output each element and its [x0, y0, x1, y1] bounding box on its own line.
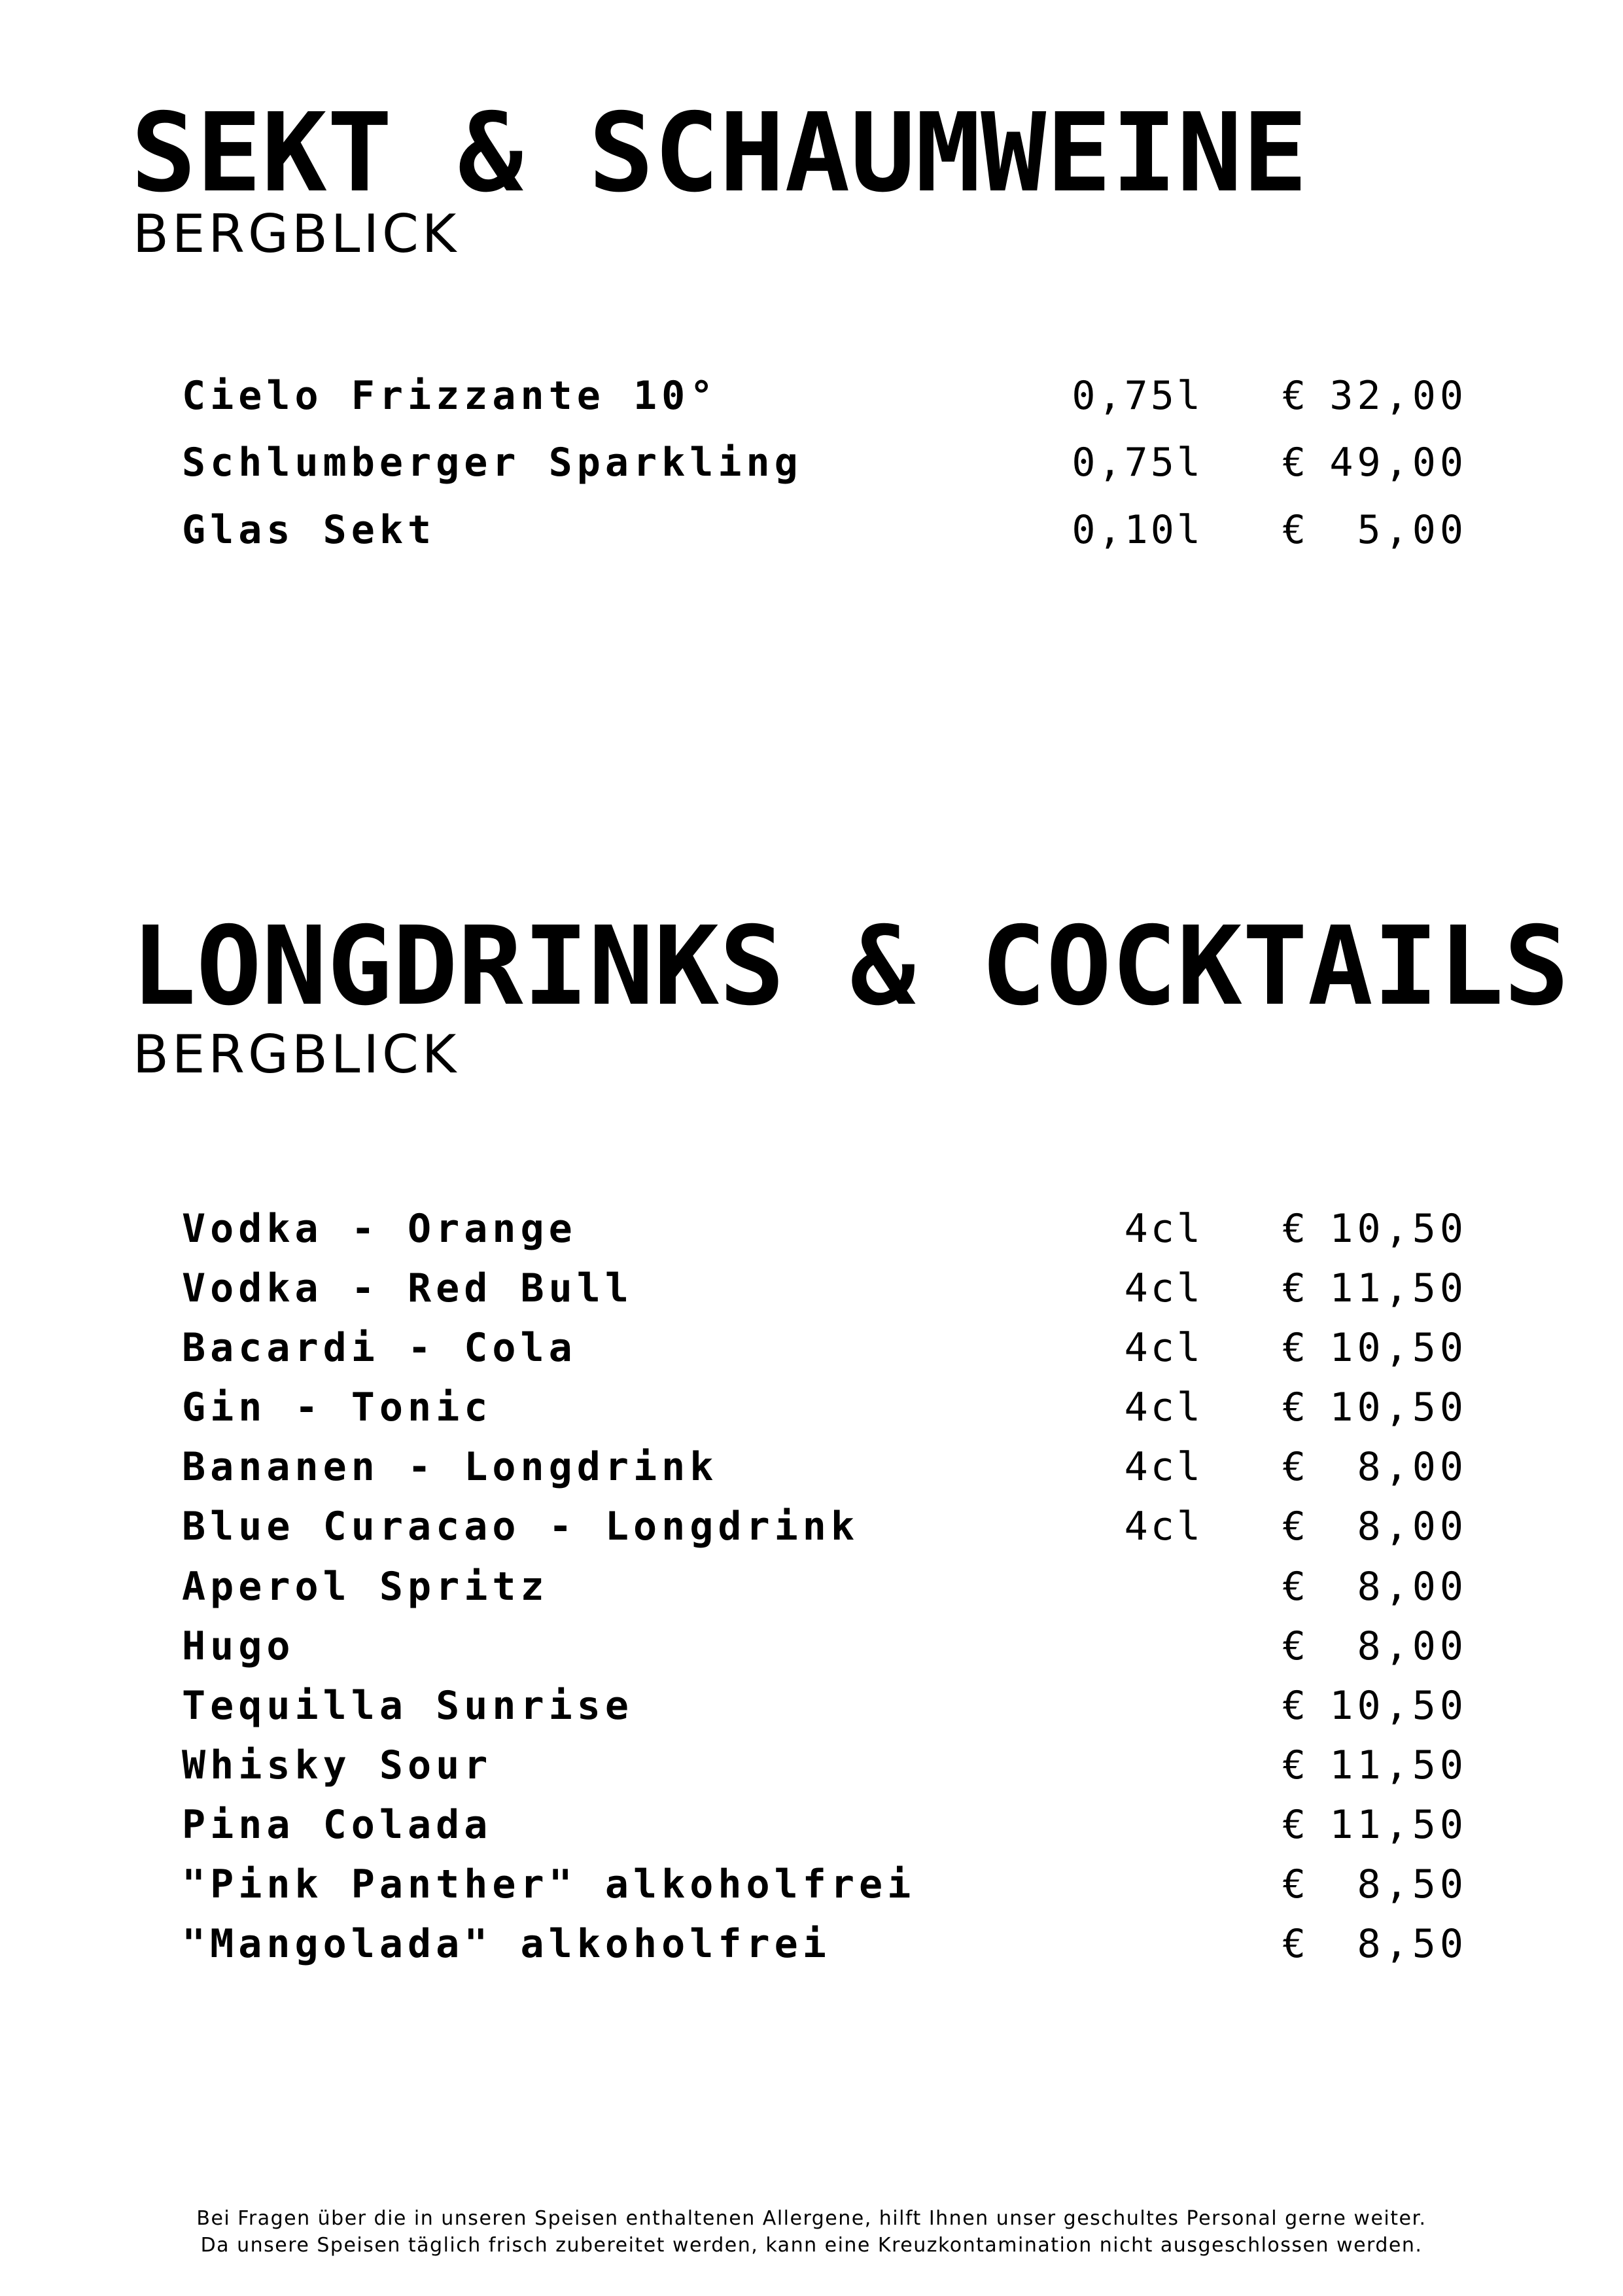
item-name: Glas Sekt: [182, 507, 436, 553]
currency-symbol: €: [1282, 1206, 1306, 1252]
item-size: 4cl: [1124, 1265, 1203, 1311]
currency-symbol: €: [1282, 1802, 1306, 1848]
item-name: Aperol Spritz: [182, 1564, 549, 1610]
currency-symbol: €: [1282, 1623, 1306, 1669]
currency-symbol: €: [1282, 1564, 1306, 1610]
currency-symbol: €: [1282, 1683, 1306, 1729]
item-size: 0,75l: [1072, 373, 1203, 419]
currency-symbol: €: [1282, 440, 1306, 486]
currency-symbol: €: [1282, 1742, 1306, 1788]
item-name: Bacardi - Cola: [182, 1325, 577, 1371]
item-price: 10,50: [1329, 1683, 1467, 1729]
section-title-longdrinks: LONGDRINKS & COCKTAILS: [131, 904, 1569, 1030]
menu-item: [0, 1739, 1623, 1792]
item-name: Tequilla Sunrise: [182, 1683, 633, 1729]
section-subtitle-sekt: BERGBLICK: [133, 203, 460, 264]
item-price: 8,50: [1357, 1921, 1467, 1967]
item-size: 4cl: [1124, 1504, 1203, 1549]
menu-item: [0, 1799, 1623, 1851]
menu-item: [0, 504, 1623, 556]
menu-item: [0, 1858, 1623, 1911]
menu-item: [0, 1203, 1623, 1255]
item-size: 4cl: [1124, 1206, 1203, 1252]
item-price: 5,00: [1357, 507, 1467, 553]
currency-symbol: €: [1282, 1325, 1306, 1371]
item-name: Cielo Frizzante 10°: [182, 373, 718, 419]
item-size: 4cl: [1124, 1325, 1203, 1371]
item-name: Schlumberger Sparkling: [182, 440, 803, 486]
item-price: 10,50: [1329, 1325, 1467, 1371]
item-price: 8,00: [1357, 1504, 1467, 1549]
menu-item: [0, 1441, 1623, 1493]
currency-symbol: €: [1282, 1385, 1306, 1430]
item-price: 8,00: [1357, 1623, 1467, 1669]
currency-symbol: €: [1282, 1921, 1306, 1967]
item-price: 32,00: [1329, 373, 1467, 419]
item-name: "Pink Panther" alkoholfrei: [182, 1862, 916, 1907]
currency-symbol: €: [1282, 1862, 1306, 1907]
item-name: Pina Colada: [182, 1802, 493, 1848]
currency-symbol: €: [1282, 373, 1306, 419]
menu-item: [0, 370, 1623, 422]
menu-item: [0, 1262, 1623, 1315]
menu-item: [0, 1381, 1623, 1434]
section-title-sekt: SEKT & SCHAUMWEINE: [131, 90, 1308, 217]
menu-item: [0, 1322, 1623, 1374]
section-subtitle-longdrinks: BERGBLICK: [133, 1024, 460, 1085]
item-name: Vodka - Red Bull: [182, 1265, 633, 1311]
item-price: 11,50: [1329, 1802, 1467, 1848]
currency-symbol: €: [1282, 1444, 1306, 1490]
item-name: Bananen - Longdrink: [182, 1444, 718, 1490]
item-name: "Mangolada" alkoholfrei: [182, 1921, 831, 1967]
item-price: 8,00: [1357, 1564, 1467, 1610]
item-price: 11,50: [1329, 1742, 1467, 1788]
item-price: 11,50: [1329, 1265, 1467, 1311]
currency-symbol: €: [1282, 1265, 1306, 1311]
currency-symbol: €: [1282, 1504, 1306, 1549]
menu-item: [0, 1680, 1623, 1732]
item-price: 8,00: [1357, 1444, 1467, 1490]
item-name: Hugo: [182, 1623, 295, 1669]
item-size: 0,75l: [1072, 440, 1203, 486]
item-price: 8,50: [1357, 1862, 1467, 1907]
menu-item: [0, 1918, 1623, 1970]
menu-item: [0, 436, 1623, 489]
cross-contamination-note: Da unsere Speisen täglich frisch zubereitet werden, kann eine Kreuzkontamination nicht ausgeschlossen werden.: [200, 2234, 1423, 2257]
item-price: 49,00: [1329, 440, 1467, 486]
menu-item: [0, 1500, 1623, 1553]
item-size: 0,10l: [1072, 507, 1203, 553]
currency-symbol: €: [1282, 507, 1306, 553]
item-name: Blue Curacao - Longdrink: [182, 1504, 859, 1549]
item-size: 4cl: [1124, 1385, 1203, 1430]
item-name: Gin - Tonic: [182, 1385, 493, 1430]
menu-item: [0, 1561, 1623, 1613]
item-price: 10,50: [1329, 1385, 1467, 1430]
item-size: 4cl: [1124, 1444, 1203, 1490]
item-name: Vodka - Orange: [182, 1206, 577, 1252]
item-name: Whisky Sour: [182, 1742, 493, 1788]
allergen-note: Bei Fragen über die in unseren Speisen enthaltenen Allergene, hilft Ihnen unser geschultes Personal gerne weiter.: [196, 2207, 1427, 2230]
item-price: 10,50: [1329, 1206, 1467, 1252]
menu-item: [0, 1620, 1623, 1672]
